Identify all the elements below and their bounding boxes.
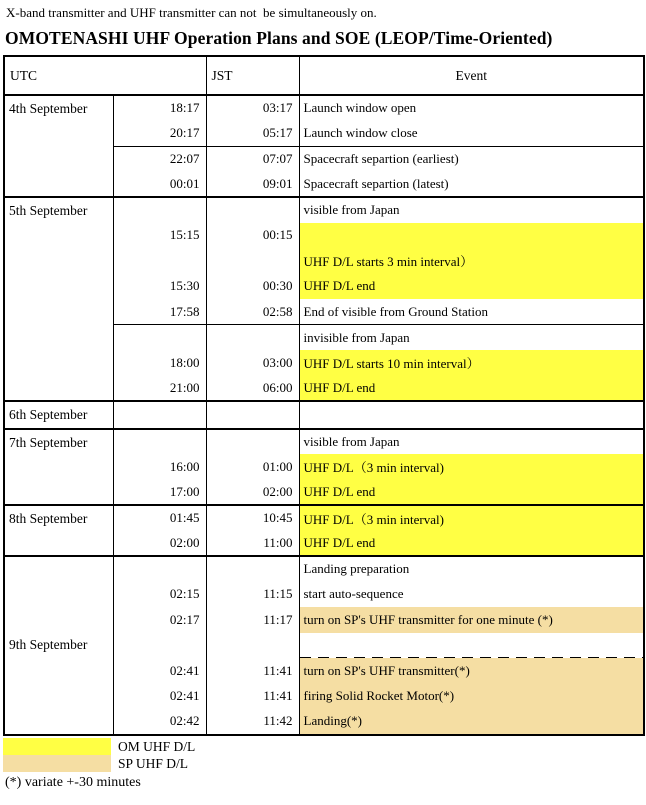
utc-cell: 02:41 xyxy=(113,658,206,684)
jst-cell: 11:41 xyxy=(206,658,299,684)
utc-cell: 17:00 xyxy=(113,480,206,506)
table-row xyxy=(4,401,644,429)
table-row xyxy=(4,429,644,455)
jst-cell: 03:17 xyxy=(206,95,299,121)
event-cell: Spacecraft separtion (latest) xyxy=(303,175,449,191)
event-cell: turn on SP's UHF transmitter for one minute (*) xyxy=(299,607,644,633)
event-cell: End of visible from Ground Station xyxy=(299,299,644,325)
table-row xyxy=(4,95,644,121)
event-cell: firing Solid Rocket Motor(*) xyxy=(299,684,644,710)
event-cell: UHF D/L（3 min interval) xyxy=(299,454,644,480)
jst-cell: 11:15 xyxy=(206,582,299,608)
utc-cell xyxy=(113,556,206,582)
legend xyxy=(3,738,646,772)
utc-cell: 01:45 xyxy=(113,505,206,531)
utc-cell: 18:00 xyxy=(113,350,206,376)
utc-cell: 21:00 xyxy=(113,376,206,402)
jst-cell xyxy=(206,248,299,274)
event-cell: UHF D/L starts 10 min interval） xyxy=(299,350,644,376)
event-cell: turn on SP's UHF transmitter(*) xyxy=(299,658,644,684)
utc-cell: 15:30 xyxy=(113,274,206,300)
event-cell: Launch window close xyxy=(299,121,644,147)
utc-cell: 02:15 xyxy=(113,582,206,608)
dashed-separator xyxy=(300,657,644,658)
date-cell: 4th September xyxy=(4,95,113,197)
jst-cell: 11:17 xyxy=(206,607,299,633)
event-cell: UHF D/L（3 min interval) xyxy=(299,505,644,531)
jst-cell: 11:42 xyxy=(206,709,299,735)
event-cell: Landing(*) xyxy=(299,709,644,735)
jst-cell: 02:58 xyxy=(206,299,299,325)
event-cell: UHF D/L end xyxy=(299,376,644,402)
utc-cell: 20:17 xyxy=(113,121,206,147)
event-cell: visible from Japan xyxy=(299,429,644,455)
event-cell: invisible from Japan xyxy=(303,329,410,345)
jst-cell: 00:30 xyxy=(206,274,299,300)
event-cell: Landing preparation xyxy=(299,556,644,582)
page-title: OMOTENASHI UHF Operation Plans and SOE (LEOP/Time-Oriented) xyxy=(5,28,553,48)
date-cell: 9th September xyxy=(4,556,113,735)
event-cell: Spacecraft separtion (earliest) xyxy=(303,151,459,166)
legend-swatch-om xyxy=(3,738,111,755)
table-row xyxy=(4,197,644,223)
jst-cell: 07:07 xyxy=(206,146,299,172)
table-header-row xyxy=(4,56,644,95)
utc-cell xyxy=(113,325,206,351)
utc-cell: 15:15 xyxy=(113,223,206,249)
event-cell xyxy=(299,401,644,429)
utc-cell: 22:07 xyxy=(113,146,206,172)
jst-cell: 02:00 xyxy=(206,480,299,506)
event-cell: UHF D/L starts 3 min interval） xyxy=(299,248,644,274)
note: X-band transmitter and UHF transmitter can not be simultaneously on. xyxy=(6,5,377,20)
date-cell: 5th September xyxy=(4,197,113,401)
jst-cell: 06:00 xyxy=(206,376,299,402)
legend-item xyxy=(3,738,646,755)
event-cell: UHF D/L end xyxy=(299,531,644,557)
utc-cell xyxy=(113,429,206,455)
jst-cell: 11:00 xyxy=(206,531,299,557)
soe-table xyxy=(3,55,645,736)
event-cell: start auto-sequence xyxy=(303,586,404,602)
utc-cell: 00:01 xyxy=(113,172,206,198)
event-cell: UHF D/L end xyxy=(299,274,644,300)
utc-cell: 17:58 xyxy=(113,299,206,325)
jst-cell: 11:41 xyxy=(206,684,299,710)
utc-cell: 16:00 xyxy=(113,454,206,480)
jst-cell: 00:15 xyxy=(206,223,299,249)
event-cell: UHF D/L end xyxy=(299,480,644,506)
jst-cell xyxy=(206,429,299,455)
event-cell xyxy=(299,223,644,249)
jst-cell: 05:17 xyxy=(206,121,299,147)
event-cell xyxy=(299,633,644,659)
utc-cell xyxy=(113,401,206,429)
jst-cell xyxy=(206,325,299,351)
utc-cell: 02:17 xyxy=(113,607,206,633)
utc-cell xyxy=(113,633,206,659)
jst-cell: 09:01 xyxy=(206,172,299,198)
jst-cell: 10:45 xyxy=(206,505,299,531)
jst-cell xyxy=(206,633,299,659)
legend-label: OM UHF D/L xyxy=(118,738,196,754)
jst-cell xyxy=(206,556,299,582)
date-cell: 8th September xyxy=(4,505,113,556)
table-row xyxy=(4,556,644,582)
utc-header: UTC xyxy=(4,56,206,95)
jst-header: JST xyxy=(206,56,299,95)
table-row xyxy=(4,505,644,531)
legend-item xyxy=(3,755,646,772)
legend-swatch-sp xyxy=(3,755,111,772)
jst-cell xyxy=(206,197,299,223)
legend-label: SP UHF D/L xyxy=(118,755,189,771)
utc-cell xyxy=(113,197,206,223)
date-cell: 6th September xyxy=(4,401,113,429)
jst-cell: 01:00 xyxy=(206,454,299,480)
date-cell: 7th September xyxy=(4,429,113,506)
utc-cell: 02:42 xyxy=(113,709,206,735)
utc-cell xyxy=(113,248,206,274)
event-header: Event xyxy=(299,56,644,95)
utc-cell: 02:41 xyxy=(113,684,206,710)
utc-cell: 02:00 xyxy=(113,531,206,557)
utc-cell: 18:17 xyxy=(113,95,206,121)
event-cell: Launch window open xyxy=(299,95,644,121)
footnote: (*) variate +-30 minutes xyxy=(5,774,141,790)
jst-cell xyxy=(206,401,299,429)
event-cell: visible from Japan xyxy=(299,197,644,223)
jst-cell: 03:00 xyxy=(206,350,299,376)
